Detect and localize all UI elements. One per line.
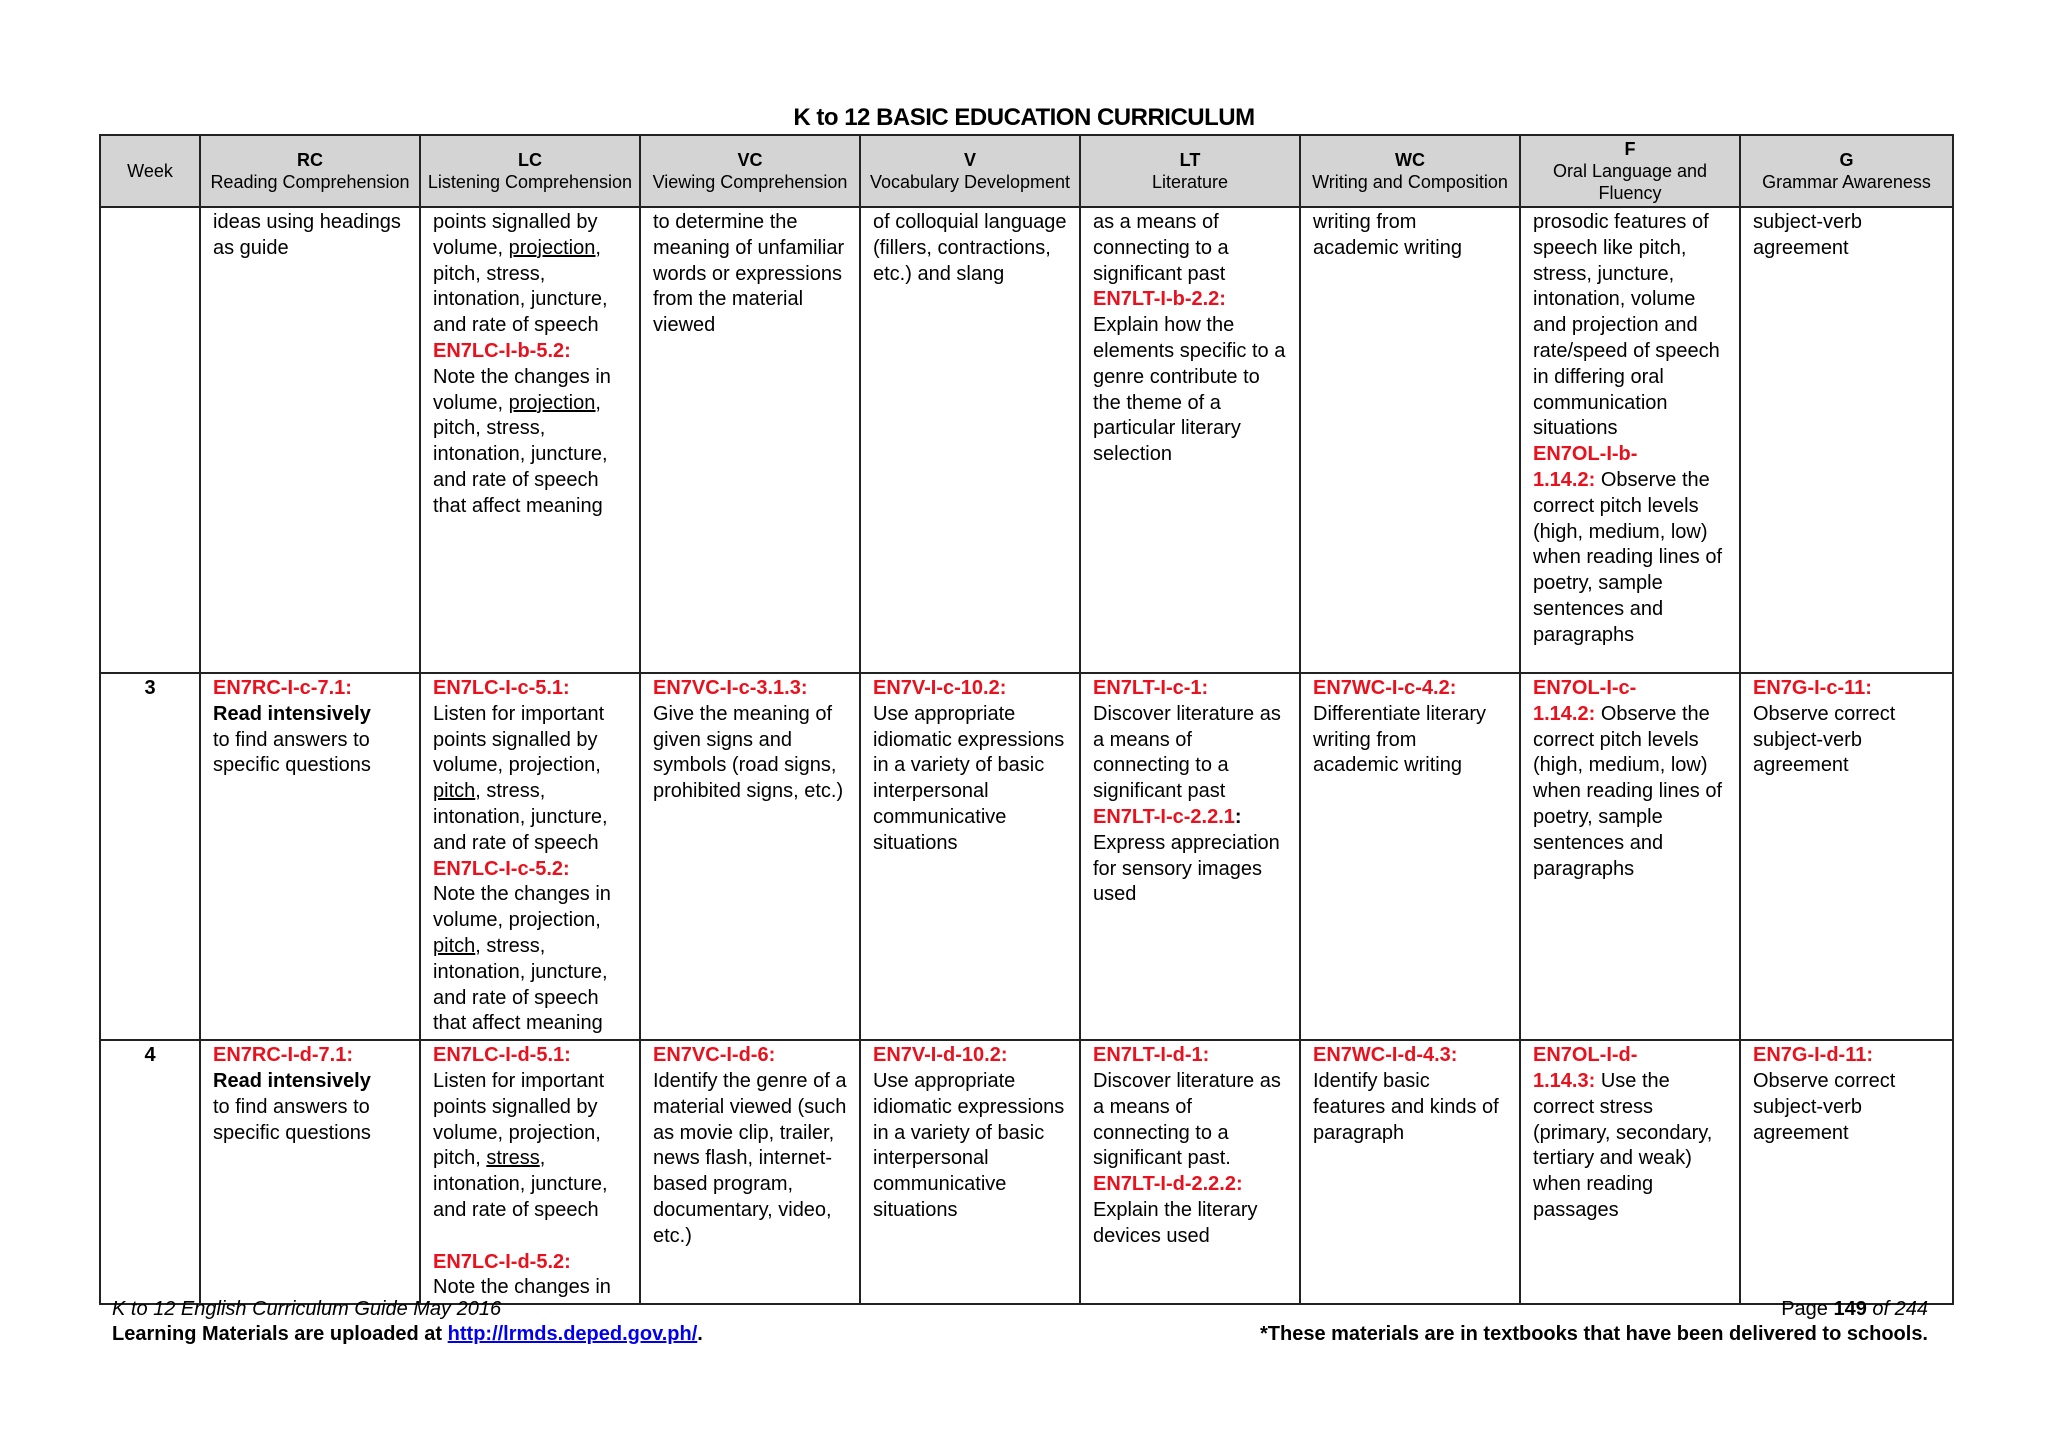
page-title: K to 12 BASIC EDUCATION CURRICULUM <box>793 104 1255 131</box>
cell-text: Identify the genre of a material viewed (such as movie clip, trailer, news flash, internet-based program, documentary, video, etc.) <box>653 1069 847 1247</box>
competency-code: EN7OL-I-c- <box>1533 677 1637 699</box>
competency-code: EN7OL-I-d- <box>1533 1044 1638 1067</box>
cell-text: , intonation, juncture, and rate of speech <box>433 1147 608 1221</box>
header-name: Viewing Comprehension <box>652 172 848 192</box>
cell-text: writing from academic writing <box>1313 211 1462 259</box>
cell-text: , stress, intonation, juncture, and rate of speech <box>433 780 608 854</box>
cell-text: Use the correct stress (primary, secondary, tertiary and weak) when reading passages <box>1533 1069 1713 1221</box>
cell-lc <box>420 207 640 673</box>
cell-lt <box>1080 673 1300 1040</box>
cell-text: Discover literature as a means of connecting to a significant past <box>1093 702 1281 803</box>
cell-wc <box>1300 1040 1520 1304</box>
competency-code: EN7G-I-d-11: <box>1753 1044 1874 1067</box>
cell-text: Express appreciation for sensory images used <box>1093 831 1280 906</box>
curriculum-table <box>99 134 1954 1305</box>
cell-text: Identify basic features and kinds of paragraph <box>1313 1069 1499 1144</box>
cell-text: Note the changes in volume, projection, <box>433 883 611 932</box>
cell-text: Observe correct subject-verb agreement <box>1753 1069 1896 1144</box>
cell-text: to find answers to specific questions <box>213 728 371 777</box>
competency-code: EN7RC-I-c-7.1: <box>213 677 352 699</box>
header-code: G <box>1839 150 1854 170</box>
header-name: Reading Comprehension <box>210 172 410 192</box>
cell-vc <box>640 1040 860 1304</box>
cell-text: pitch <box>433 934 476 957</box>
header-wc <box>1300 135 1520 207</box>
cell-rc <box>200 207 420 673</box>
header-code: LT <box>1179 150 1201 170</box>
cell-text: as a means of connecting to a significant past <box>1093 211 1229 285</box>
competency-code: EN7LC-I-d-5.1: <box>433 1044 571 1067</box>
competency-code: EN7LC-I-c-5.1: <box>433 677 570 699</box>
cell-text: Note the changes in <box>433 1276 611 1299</box>
guide-title: K to 12 English Curriculum Guide May 2016 <box>112 1298 502 1320</box>
cell-text: prosodic features of speech like pitch, stress, juncture, intonation, volume and projection and rate/speed of speech in differing oral communication situations <box>1533 211 1720 440</box>
cell-text: Observe the correct pitch levels (high, medium, low) when reading lines of poetry, sample sentences and paragraphs <box>1533 702 1723 880</box>
cell-wc <box>1300 673 1520 1040</box>
competency-code: 1.14.3: <box>1533 1069 1596 1092</box>
table-row-week-2-continued <box>100 207 1953 673</box>
competency-code: EN7LT-I-d-2.2.2: <box>1093 1173 1243 1196</box>
cell-text: to determine the meaning of unfamiliar words or expressions from the material viewed <box>653 211 845 337</box>
cell-text: of colloquial language (fillers, contractions, etc.) and slang <box>873 211 1067 285</box>
cell-text: Explain how the elements specific to a genre contribute to the theme of a particular literary selection <box>1093 314 1286 466</box>
competency-code: 1.14.2: <box>1533 702 1596 725</box>
competency-code: EN7LT-I-c-1: <box>1093 677 1209 699</box>
cell-lc <box>420 1040 640 1304</box>
header-f <box>1520 135 1740 207</box>
cell-text: to find answers to specific questions <box>213 1095 371 1144</box>
competency-code: EN7LC-I-d-5.2: <box>433 1250 571 1273</box>
competency-code: EN7LT-I-b-2.2: <box>1093 288 1226 311</box>
page-of: of 244 <box>1866 1298 1928 1320</box>
lm-prefix: Learning Materials are uploaded at <box>112 1323 448 1345</box>
competency-code: EN7VC-I-c-3.1.3: <box>653 677 808 699</box>
lm-suffix: . <box>697 1323 703 1345</box>
week-cell: 3 <box>100 673 200 1040</box>
header-week: Week <box>100 135 200 207</box>
header-vc <box>640 135 860 207</box>
competency-code: EN7LC-I-c-5.2: <box>433 857 570 880</box>
cell-text: Read intensively <box>213 1069 371 1092</box>
page-num: 149 <box>1833 1298 1867 1320</box>
competency-code: EN7V-I-c-10.2: <box>873 677 1007 699</box>
header-row <box>100 135 1953 207</box>
cell-text: Use appropriate idiomatic expressions in a variety of basic interpersonal communicative situations <box>873 1069 1065 1221</box>
competency-code: EN7LT-I-c-2.2.1 <box>1093 805 1235 828</box>
cell-text: subject-verb agreement <box>1753 211 1862 259</box>
header-name: Grammar Awareness <box>1762 172 1931 192</box>
cell-text: Note the changes in volume, <box>433 365 611 414</box>
cell-lt <box>1080 207 1300 673</box>
header-name: Writing and Composition <box>1312 172 1508 192</box>
cell-f <box>1520 673 1740 1040</box>
cell-text: Read intensively <box>213 702 371 725</box>
cell-text: Observe correct subject-verb agreement <box>1753 702 1896 777</box>
cell-text: pitch <box>433 780 476 803</box>
header-v <box>860 135 1080 207</box>
cell-text: Explain the literary devices used <box>1093 1198 1258 1247</box>
cell-rc <box>200 673 420 1040</box>
cell-v <box>860 207 1080 673</box>
header-code: WC <box>1395 150 1425 170</box>
cell-text: Observe the correct pitch levels (high, medium, low) when reading lines of poetry, sample sentences and paragraphs <box>1533 468 1723 646</box>
competency-code: EN7WC-I-c-4.2: <box>1313 677 1457 699</box>
week-cell: 4 <box>100 1040 200 1304</box>
cell-g <box>1740 1040 1953 1304</box>
week-cell <box>100 207 200 673</box>
cell-text: Listen for important points signalled by volume, projection, <box>433 702 605 777</box>
header-name: Literature <box>1151 172 1229 192</box>
header-name: Listening Comprehension <box>427 172 633 192</box>
cell-rc <box>200 1040 420 1304</box>
header-code: VC <box>737 150 763 170</box>
competency-code: EN7G-I-c-11: <box>1753 677 1872 699</box>
cell-text: , stress, intonation, juncture, and rate of speech that affect meaning <box>433 934 608 1035</box>
cell-text: projection, <box>508 391 601 414</box>
cell-text: Listen for important points signalled by volume, projection, pitch, <box>433 1069 605 1170</box>
cell-text: points signalled by volume, <box>433 211 598 259</box>
footer-right <box>1260 1298 1928 1346</box>
cell-v <box>860 673 1080 1040</box>
cell-text: stress <box>486 1147 540 1170</box>
cell-text: ideas using headings as guide <box>213 211 401 259</box>
header-lc <box>420 135 640 207</box>
header-code: RC <box>297 150 323 170</box>
textbook-note: *These materials are in textbooks that have been delivered to schools. <box>1259 1323 1928 1345</box>
cell-text: : <box>1234 805 1242 828</box>
cell-text: pitch, stress, intonation, juncture, and rate of speech <box>433 262 608 337</box>
competency-code: 1.14.2: <box>1533 468 1596 491</box>
cell-f <box>1520 1040 1740 1304</box>
table-row-week-3 <box>100 673 1953 1040</box>
competency-code: EN7LT-I-d-1: <box>1093 1044 1210 1067</box>
competency-code: EN7V-I-d-10.2: <box>873 1044 1008 1067</box>
cell-text: projection, <box>508 236 601 259</box>
competency-code: EN7VC-I-d-6: <box>653 1044 776 1067</box>
competency-code: EN7RC-I-d-7.1: <box>213 1044 354 1067</box>
page-label: Page <box>1781 1298 1834 1320</box>
cell-g <box>1740 673 1953 1040</box>
cell-g <box>1740 207 1953 673</box>
cell-text: Differentiate literary writing from academic writing <box>1313 702 1487 777</box>
header-g <box>1740 135 1953 207</box>
competency-code: EN7OL-I-b- <box>1533 443 1638 466</box>
cell-wc <box>1300 207 1520 673</box>
competency-code: EN7LC-I-b-5.2: <box>433 339 571 362</box>
footer-left <box>112 1298 703 1346</box>
table-row-week-4 <box>100 1040 1953 1304</box>
cell-vc <box>640 207 860 673</box>
header-lt <box>1080 135 1300 207</box>
learning-materials-line <box>112 1323 703 1346</box>
lrmds-link[interactable]: http://lrmds.deped.gov.ph/ <box>447 1323 698 1345</box>
cell-v <box>860 1040 1080 1304</box>
header-code: LC <box>518 150 542 170</box>
cell-lc <box>420 673 640 1040</box>
competency-code: EN7WC-I-d-4.3: <box>1313 1044 1458 1067</box>
cell-text: Use appropriate idiomatic expressions in a variety of basic interpersonal communicative situations <box>873 702 1065 854</box>
header-code: V <box>963 150 976 170</box>
header-name: Oral Language and Fluency <box>1552 161 1708 203</box>
cell-vc <box>640 673 860 1040</box>
cell-lt <box>1080 1040 1300 1304</box>
cell-text: Discover literature as a means of connecting to a significant past. <box>1093 1069 1281 1170</box>
cell-f <box>1520 207 1740 673</box>
header-rc <box>200 135 420 207</box>
page-number <box>1260 1298 1928 1321</box>
cell-text: pitch, stress, intonation, juncture, and rate of speech that affect meaning <box>433 417 608 517</box>
header-name: Vocabulary Development <box>869 172 1071 192</box>
header-code: F <box>1624 139 1636 159</box>
cell-text: Give the meaning of given signs and symbols (road signs, prohibited signs, etc.) <box>653 702 844 803</box>
